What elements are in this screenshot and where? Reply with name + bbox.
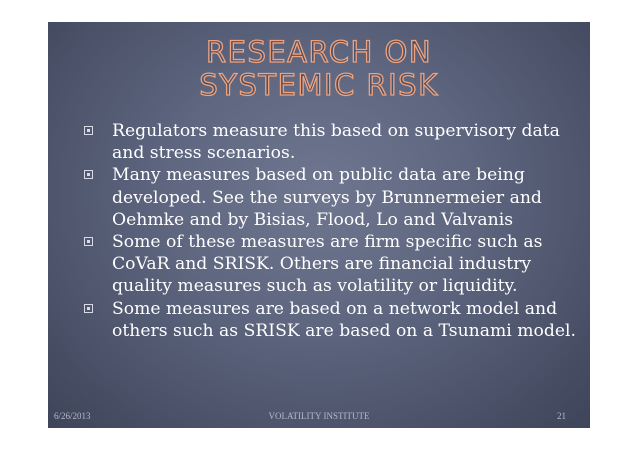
slide [48,22,590,428]
square-bullet-icon [84,170,93,179]
footer-date: 6/26/2013 [54,411,91,421]
bullet-item [84,120,584,164]
footer-institute: VOLATILITY INSTITUTE [268,411,370,421]
slide-title-line-2: SYSTEMIC RISK [199,68,439,102]
square-bullet-icon [84,237,93,246]
footer-page-number: 21 [557,411,566,421]
bullet-text: Some measures are based on a network model and others such as SRISK are based on a Tsunami model. [112,298,577,341]
square-bullet-icon [84,304,93,313]
slide-title [48,36,590,102]
bullet-text: Many measures based on public data are being developed. See the surveys by Brunnermeier and Oehmke and by Bisias, Flood, Lo and Valvanis [112,165,542,230]
bullet-list [84,120,584,342]
bullet-text: Some of these measures are firm specific such as CoVaR and SRISK. Others are financial industry quality measures such as volatility or liquidity. [112,232,543,297]
bullet-item [84,164,584,231]
square-bullet-icon [84,126,93,135]
bullet-text: Regulators measure this based on supervisory data and stress scenarios. [112,121,560,164]
bullet-item [84,298,584,342]
bullet-item [84,231,584,298]
slide-title-line-1: RESEARCH ON [205,35,433,69]
